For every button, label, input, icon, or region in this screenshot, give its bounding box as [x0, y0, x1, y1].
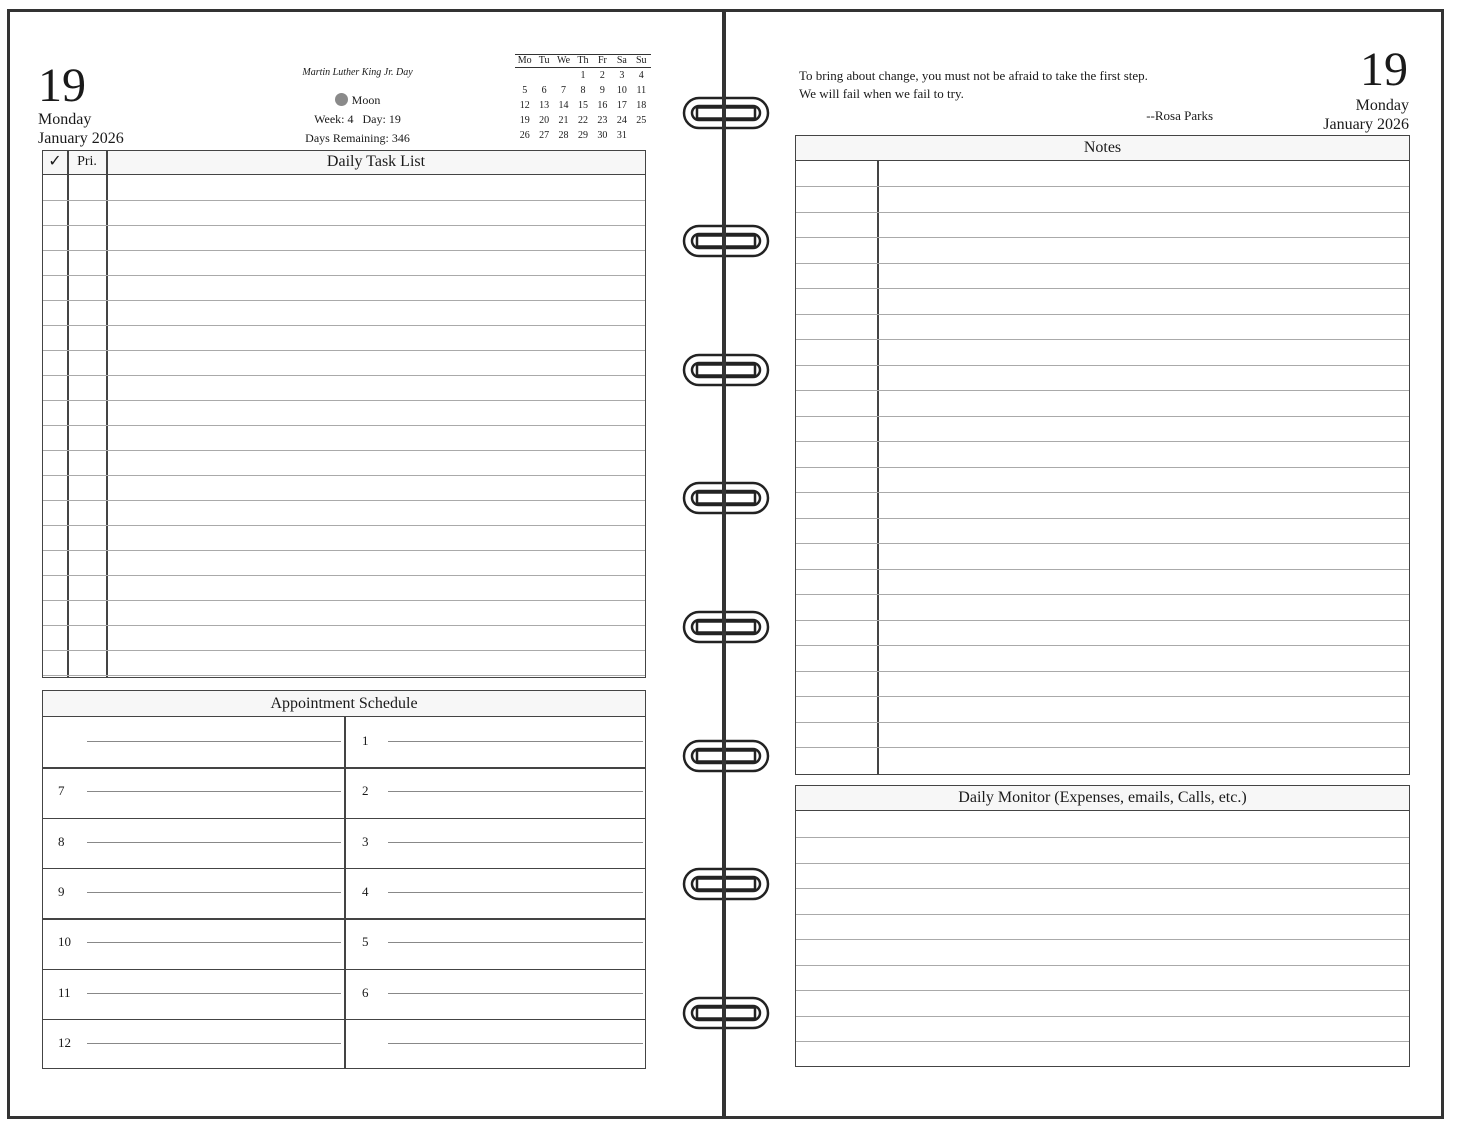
binder-ring-icon	[681, 866, 771, 902]
quote-line-2: We will fail when we fail to try.	[799, 86, 964, 101]
mini-calendar	[515, 54, 651, 143]
priority-column-divider	[106, 151, 108, 677]
mini-calendar-day	[534, 68, 553, 84]
notes-row-line	[796, 339, 1409, 340]
mini-calendar-day: 2	[599, 70, 605, 81]
moon-phase	[270, 93, 445, 108]
appointment-row-border	[43, 818, 645, 820]
appointment-hour-label: 2	[362, 783, 369, 799]
mini-calendar-day: 29	[577, 130, 588, 141]
mini-calendar-header: We	[554, 55, 573, 68]
quote-line-1: To bring about change, you must not be afraid to take the first step.	[799, 68, 1148, 83]
mini-calendar-header: Fr	[593, 55, 612, 68]
daily-monitor-title: Daily Monitor (Expenses, emails, Calls, etc.)	[796, 786, 1409, 811]
task-row-line	[43, 650, 645, 651]
monitor-row-line	[796, 837, 1409, 838]
mini-calendar-day: 16	[597, 100, 608, 111]
task-row-line	[43, 450, 645, 451]
notes-row-line	[796, 416, 1409, 417]
task-row-line	[43, 325, 645, 326]
appointment-hour-label: 1	[362, 733, 369, 748]
mini-calendar-day: 11	[636, 85, 647, 96]
binder-ring-icon	[681, 738, 771, 774]
mini-calendar-day: 30	[597, 130, 608, 141]
daily-task-list	[42, 150, 646, 678]
binder-ring-icon	[681, 609, 771, 645]
appointment-write-line	[87, 1043, 341, 1044]
daily-monitor-section	[795, 785, 1410, 1067]
mini-calendar-day: 6	[541, 85, 547, 96]
appointment-write-line	[388, 791, 643, 792]
task-row-line	[43, 275, 645, 276]
right-weekday: Monday	[1355, 97, 1409, 114]
task-row-line	[43, 250, 645, 251]
appointment-write-line	[388, 942, 643, 943]
notes-row-line	[796, 186, 1409, 187]
mini-calendar-day: 26	[519, 130, 530, 141]
mini-calendar-day: 18	[636, 100, 647, 111]
notes-row-line	[796, 263, 1409, 264]
appointment-hour-label: 11	[58, 984, 71, 1000]
mini-calendar-day: 19	[519, 115, 530, 126]
appointment-hour-label: 9	[58, 883, 65, 899]
monitor-row-line	[796, 1016, 1409, 1017]
mini-calendar-week	[515, 128, 651, 143]
mini-calendar-day: 28	[558, 130, 569, 141]
appointment-schedule-title: Appointment Schedule	[43, 691, 645, 717]
right-day-number: 19	[1360, 43, 1408, 96]
check-column-header: ✓	[48, 153, 62, 170]
appointment-hour-label: 8	[58, 833, 65, 849]
mini-calendar-header: Th	[573, 55, 592, 68]
notes-row-line	[796, 645, 1409, 646]
notes-row-line	[796, 696, 1409, 697]
mini-calendar-week	[515, 98, 651, 113]
left-day-number: 19	[38, 59, 86, 112]
monitor-row-line	[796, 939, 1409, 940]
task-row-line	[43, 425, 645, 426]
monitor-row-line	[796, 990, 1409, 991]
binder-ring-icon	[681, 352, 771, 388]
monitor-row-line	[796, 965, 1409, 966]
mini-calendar-week	[515, 68, 651, 84]
appointment-row-border	[43, 918, 645, 920]
monitor-row-line	[796, 914, 1409, 915]
task-row-line	[43, 500, 645, 501]
appointment-write-line	[388, 892, 643, 893]
appointment-hour-label: 7	[58, 783, 65, 799]
notes-row-line	[796, 288, 1409, 289]
mini-calendar-header: Sa	[612, 55, 631, 68]
notes-title: Notes	[796, 136, 1409, 161]
mini-calendar-header: Tu	[534, 55, 553, 68]
holiday-label: Martin Luther King Jr. Day	[302, 67, 413, 78]
notes-row-line	[796, 747, 1409, 748]
mini-calendar-day: 9	[599, 85, 605, 96]
monitor-row-line	[796, 1041, 1409, 1042]
notes-row-line	[796, 543, 1409, 544]
mini-calendar-day	[515, 68, 534, 84]
mini-calendar-day: 31	[616, 130, 627, 141]
mini-calendar-day: 3	[619, 70, 625, 81]
task-row-line	[43, 575, 645, 576]
mini-calendar-day	[632, 128, 651, 143]
appointment-hour-label: 4	[362, 883, 369, 899]
task-row-line	[43, 200, 645, 201]
monitor-row-line	[796, 863, 1409, 864]
mini-calendar-day: 15	[577, 100, 588, 111]
appointment-row-border	[43, 868, 645, 870]
appointment-schedule	[42, 690, 646, 1069]
mini-calendar-day: 12	[519, 100, 530, 111]
quote-author: --Rosa Parks	[1146, 108, 1213, 123]
task-row-line	[43, 675, 645, 676]
notes-row-line	[796, 365, 1409, 366]
mini-calendar-day: 23	[597, 115, 608, 126]
appointment-column-divider	[344, 717, 346, 1069]
mini-calendar-day	[554, 68, 573, 84]
notes-row-line	[796, 569, 1409, 570]
task-row-line	[43, 625, 645, 626]
mini-calendar-day: 25	[636, 115, 647, 126]
task-row-line	[43, 400, 645, 401]
binder-ring-icon	[681, 95, 771, 131]
task-row-line	[43, 350, 645, 351]
left-weekday: Monday	[38, 111, 92, 128]
notes-margin-divider	[877, 161, 879, 774]
appointment-row-border	[43, 1019, 645, 1021]
mini-calendar-header: Su	[632, 55, 651, 68]
appointment-row-border	[43, 969, 645, 971]
mini-calendar-day: 5	[522, 85, 528, 96]
notes-row-line	[796, 467, 1409, 468]
notes-section	[795, 135, 1410, 775]
mini-calendar-day: 14	[558, 100, 569, 111]
monitor-row-line	[796, 888, 1409, 889]
mini-calendar-day: 4	[638, 70, 644, 81]
quote	[799, 67, 1148, 103]
notes-row-line	[796, 671, 1409, 672]
notes-row-line	[796, 620, 1409, 621]
appointment-write-line	[388, 741, 643, 742]
appointment-hour-label: 3	[362, 833, 369, 849]
appointment-write-line	[388, 1043, 643, 1044]
priority-column-header: Pri.	[77, 154, 97, 169]
mini-calendar-day: 13	[539, 100, 550, 111]
mini-calendar-day: 17	[616, 100, 627, 111]
appointment-hour-label: 12	[58, 1034, 71, 1050]
appointment-write-line	[388, 842, 643, 843]
mini-calendar-week	[515, 113, 651, 128]
mini-calendar-day: 21	[558, 115, 569, 126]
binder-ring-icon	[681, 995, 771, 1031]
mini-calendar-day: 27	[539, 130, 550, 141]
appointment-write-line	[87, 942, 341, 943]
notes-row-line	[796, 237, 1409, 238]
appointment-write-line	[87, 842, 341, 843]
appointment-write-line	[87, 892, 341, 893]
notes-row-line	[796, 594, 1409, 595]
notes-row-line	[796, 390, 1409, 391]
check-column-divider	[67, 151, 69, 677]
appointment-write-line	[87, 791, 341, 792]
planner-spine	[722, 9, 726, 1119]
left-month-year: January 2026	[38, 130, 124, 147]
task-row-line	[43, 550, 645, 551]
binder-ring-icon	[681, 480, 771, 516]
binder-ring-icon	[681, 223, 771, 259]
mini-calendar-day: 1	[580, 70, 586, 81]
mini-calendar-day: 8	[580, 85, 586, 96]
appointment-hour-label: 5	[362, 934, 369, 950]
appointment-write-line	[87, 993, 341, 994]
appointment-write-line	[87, 741, 341, 742]
task-row-line	[43, 525, 645, 526]
appointment-hour-label: 10	[58, 934, 71, 950]
notes-row-line	[796, 722, 1409, 723]
days-remaining: Days Remaining: 346	[305, 131, 410, 145]
mini-calendar-header: Mo	[515, 55, 534, 68]
appointment-write-line	[388, 993, 643, 994]
mini-calendar-day: 20	[539, 115, 550, 126]
right-month-year: January 2026	[1323, 116, 1409, 133]
task-row-line	[43, 375, 645, 376]
notes-row-line	[796, 314, 1409, 315]
moon-icon	[335, 93, 348, 106]
appointment-hour-label: 6	[362, 984, 369, 1000]
week-day-info: Week: 4 Day: 19	[314, 112, 401, 126]
appointment-row-border	[43, 767, 645, 769]
task-row-line	[43, 225, 645, 226]
notes-row-line	[796, 212, 1409, 213]
mini-calendar-day: 22	[577, 115, 588, 126]
task-row-line	[43, 600, 645, 601]
mini-calendar-week	[515, 83, 651, 98]
notes-row-line	[796, 518, 1409, 519]
notes-row-line	[796, 492, 1409, 493]
mini-calendar-day: 7	[561, 85, 567, 96]
notes-row-line	[796, 441, 1409, 442]
mini-calendar-day: 10	[616, 85, 627, 96]
task-list-title: Daily Task List	[326, 153, 426, 170]
task-row-line	[43, 475, 645, 476]
task-list-header	[43, 151, 645, 175]
moon-label: Moon	[351, 93, 381, 107]
task-row-line	[43, 300, 645, 301]
mini-calendar-day: 24	[616, 115, 627, 126]
